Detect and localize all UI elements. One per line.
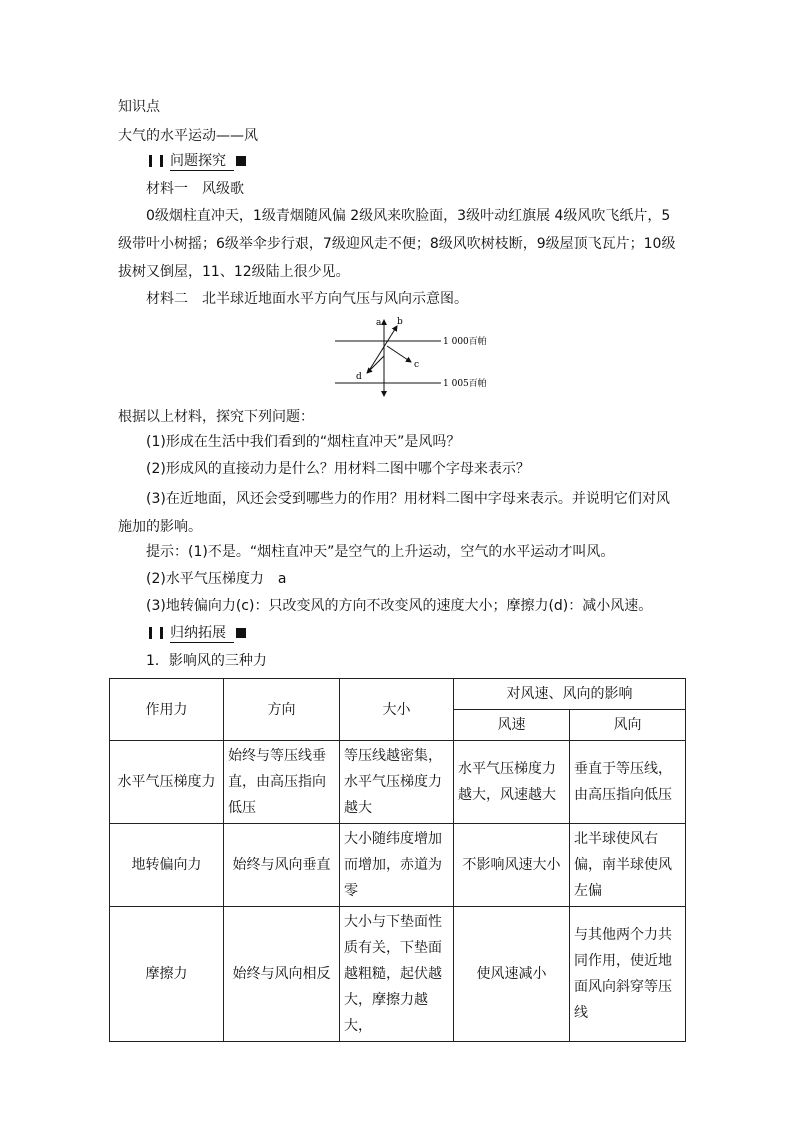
cell-dir: 北半球使风右偏，南半球使风左偏 <box>570 824 686 907</box>
section-header-problem-inquiry <box>146 151 246 171</box>
table-row <box>110 824 686 907</box>
arrow-c <box>387 346 411 362</box>
material2-title: 材料二 北半球近地面水平方向气压与风向示意图。 <box>146 291 468 307</box>
cell-dir: 与其他两个力共同作用，使近地面风向斜穿等压线 <box>570 907 686 1042</box>
pressure-wind-diagram <box>325 312 495 398</box>
cell-force: 摩擦力 <box>110 907 224 1042</box>
header-magnitude: 大小 <box>340 679 454 741</box>
header-force: 作用力 <box>110 679 224 741</box>
cell-force: 水平气压梯度力 <box>110 741 224 824</box>
square-icon <box>236 156 246 166</box>
cell-magnitude: 大小与下垫面性质有关，下垫面越粗糙，起伏越大，摩擦力越大， <box>340 907 454 1042</box>
answer-1: 提示：(1)不是。“烟柱直冲天”是空气的上升运动，空气的水平运动才叫风。 <box>146 544 615 560</box>
label-b: b <box>397 317 403 327</box>
material1-title: 材料一 风级歌 <box>146 181 244 197</box>
isobar-1005-label: 1 005百帕 <box>443 379 487 389</box>
label-c: c <box>414 360 420 370</box>
question-2: (2)形成风的直接动力是什么？用材料二图中哪个字母来表示？ <box>146 461 530 477</box>
topic-title: 大气的水平运动——风 <box>118 128 258 144</box>
section-label: 归纳拓展 <box>170 624 234 643</box>
cell-direction: 始终与等压线垂直，由高压指向低压 <box>224 741 340 824</box>
cell-direction: 始终与风向相反 <box>224 907 340 1042</box>
question-1: (1)形成在生活中我们看到的“烟柱直冲天”是风吗？ <box>146 434 461 450</box>
header-dir: 风向 <box>570 710 686 741</box>
table-row <box>110 907 686 1042</box>
cell-speed: 使风速减小 <box>454 907 570 1042</box>
material1-text: 0级烟柱直冲天，1级青烟随风偏 2级风来吹脸面，3级叶动红旗展 4级风吹飞纸片，5级带叶小树摇；6级举伞步行艰，7级迎风走不便；8级风吹树枝断，9级屋顶飞瓦片；10级拔树又倒屋，11、12级陆上很少见。 <box>118 208 676 280</box>
label-d: d <box>356 372 362 382</box>
square-icon <box>236 628 246 638</box>
cell-magnitude: 等压线越密集，水平气压梯度力越大 <box>340 741 454 824</box>
table-row <box>110 741 686 824</box>
arrow-d <box>367 356 384 373</box>
cell-force: 地转偏向力 <box>110 824 224 907</box>
bar-icon <box>146 155 170 167</box>
cell-speed: 水平气压梯度力越大，风速越大 <box>454 741 570 824</box>
cell-dir: 垂直于等压线，由高压指向低压 <box>570 741 686 824</box>
question-3: (3)在近地面，风还会受到哪些力的作用？用材料二图中字母来表示。并说明它们对风施加的影响。 <box>118 491 670 535</box>
section-label: 问题探究 <box>170 152 234 171</box>
cell-direction: 始终与风向垂直 <box>224 824 340 907</box>
section-header-summary <box>146 623 246 643</box>
forces-table <box>109 678 686 1042</box>
section-heading: 知识点 <box>118 99 160 115</box>
header-effect: 对风速、风向的影响 <box>454 679 686 710</box>
questions-intro: 根据以上材料，探究下列问题： <box>118 409 314 425</box>
header-speed: 风速 <box>454 710 570 741</box>
label-a: a <box>376 318 382 328</box>
cell-speed: 不影响风速大小 <box>454 824 570 907</box>
header-direction: 方向 <box>224 679 340 741</box>
bar-icon <box>146 627 170 639</box>
list-item-title: 1．影响风的三种力 <box>146 653 267 669</box>
cell-magnitude: 大小随纬度增加而增加，赤道为零 <box>340 824 454 907</box>
answer-2: (2)水平气压梯度力 a <box>146 571 287 587</box>
isobar-1000-label: 1 000百帕 <box>443 337 487 347</box>
answer-3: (3)地转偏向力(c)：只改变风的方向不改变风的速度大小；摩擦力(d)：减小风速。 <box>146 598 653 614</box>
